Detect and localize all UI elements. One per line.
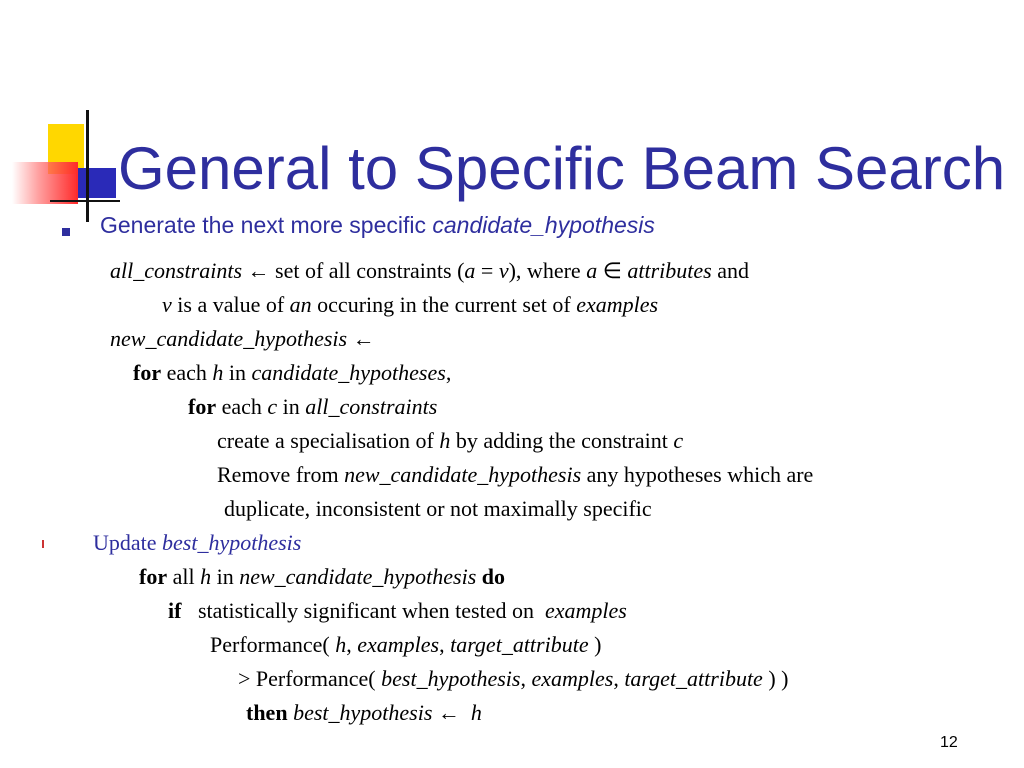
text: > Performance( <box>238 666 382 691</box>
term: h <box>439 428 451 453</box>
term: h <box>200 564 212 589</box>
text: , <box>346 632 358 657</box>
text: ) <box>588 632 602 657</box>
term: examples <box>576 292 659 317</box>
algo-line-12 <box>210 632 601 658</box>
algo-line-6 <box>217 428 683 454</box>
text: is a value of <box>171 292 290 317</box>
text: all <box>167 564 201 589</box>
text: each <box>161 360 213 385</box>
text: , <box>445 360 452 385</box>
keyword: if <box>168 598 182 623</box>
term: h <box>465 700 482 725</box>
arrow-icon: ← <box>432 700 466 725</box>
arrow-icon: ← <box>347 326 375 351</box>
bullet-text <box>100 212 655 239</box>
term: h <box>335 632 347 657</box>
algo-line-5 <box>188 394 437 420</box>
page-number: 12 <box>940 734 958 751</box>
algo-line-2 <box>162 292 658 318</box>
text: ) ) <box>762 666 789 691</box>
term: best_hypothesis <box>293 700 433 725</box>
term: all_constraints <box>110 258 243 283</box>
text: = <box>475 258 499 283</box>
keyword: for <box>139 564 168 589</box>
term: a <box>586 258 598 283</box>
term: best_hypothesis <box>162 530 302 555</box>
bullet-text-italic: candidate_hypothesis <box>432 212 655 238</box>
algo-line-1 <box>110 258 749 284</box>
text: , <box>439 632 451 657</box>
term: examples <box>545 598 627 623</box>
text: , <box>613 666 625 691</box>
decor-red-gradient <box>12 162 78 204</box>
slide-title: General to Specific Beam Search <box>118 135 1006 202</box>
decor-vertical-line <box>86 110 89 222</box>
term: best_hypothesis <box>381 666 521 691</box>
text: in <box>277 394 306 419</box>
keyword: do <box>481 564 506 589</box>
bullet-text-plain: Generate the next more specific <box>100 212 433 238</box>
text: by adding the constraint <box>450 428 674 453</box>
algo-line-8 <box>224 496 652 522</box>
term: c <box>673 428 684 453</box>
text: Performance( <box>210 632 336 657</box>
term: examples <box>531 666 614 691</box>
element-of-icon: ∈ <box>597 258 628 283</box>
bullet-square-icon <box>62 228 70 236</box>
algo-line-10 <box>139 564 505 590</box>
term: c <box>267 394 278 419</box>
text: occuring in the current set of <box>311 292 577 317</box>
algo-line-13 <box>238 666 788 692</box>
decor-blue-square <box>76 168 116 198</box>
keyword: then <box>246 700 288 725</box>
text: statistically significant when tested on <box>181 598 545 623</box>
algo-line-7 <box>217 462 813 488</box>
text: Update <box>93 530 163 555</box>
decor-horizontal-line <box>50 200 120 202</box>
term: all_constraints <box>305 394 438 419</box>
text: any hypotheses which are <box>581 462 814 487</box>
term: new_candidate_hypothesis <box>344 462 582 487</box>
algo-line-14 <box>246 700 482 726</box>
text: in <box>211 564 240 589</box>
term: v <box>498 258 509 283</box>
term: a <box>464 258 476 283</box>
bullet-mark-icon <box>42 540 44 548</box>
algo-line-11 <box>168 598 627 624</box>
algo-line-9 <box>93 530 301 556</box>
text: create a specialisation of <box>217 428 440 453</box>
term: attributes <box>627 258 712 283</box>
term: target_attribute <box>624 666 763 691</box>
text: set of all constraints ( <box>275 258 465 283</box>
term: v <box>162 292 172 317</box>
arrow-icon: ← <box>242 258 276 283</box>
text: , <box>520 666 532 691</box>
text: each <box>216 394 268 419</box>
text: duplicate, inconsistent or not maximally specific <box>224 496 652 521</box>
text: ), where <box>508 258 587 283</box>
text: in <box>223 360 252 385</box>
algo-line-4 <box>133 360 451 386</box>
keyword: for <box>133 360 162 385</box>
keyword: for <box>188 394 217 419</box>
text: Remove from <box>217 462 345 487</box>
term: target_attribute <box>450 632 589 657</box>
text: and <box>711 258 749 283</box>
term: an <box>289 292 312 317</box>
term: h <box>212 360 224 385</box>
term: examples <box>357 632 440 657</box>
term: new_candidate_hypothesis <box>110 326 348 351</box>
algo-line-3 <box>110 326 375 352</box>
term: candidate_hypotheses <box>251 360 446 385</box>
term: new_candidate_hypothesis <box>239 564 477 589</box>
